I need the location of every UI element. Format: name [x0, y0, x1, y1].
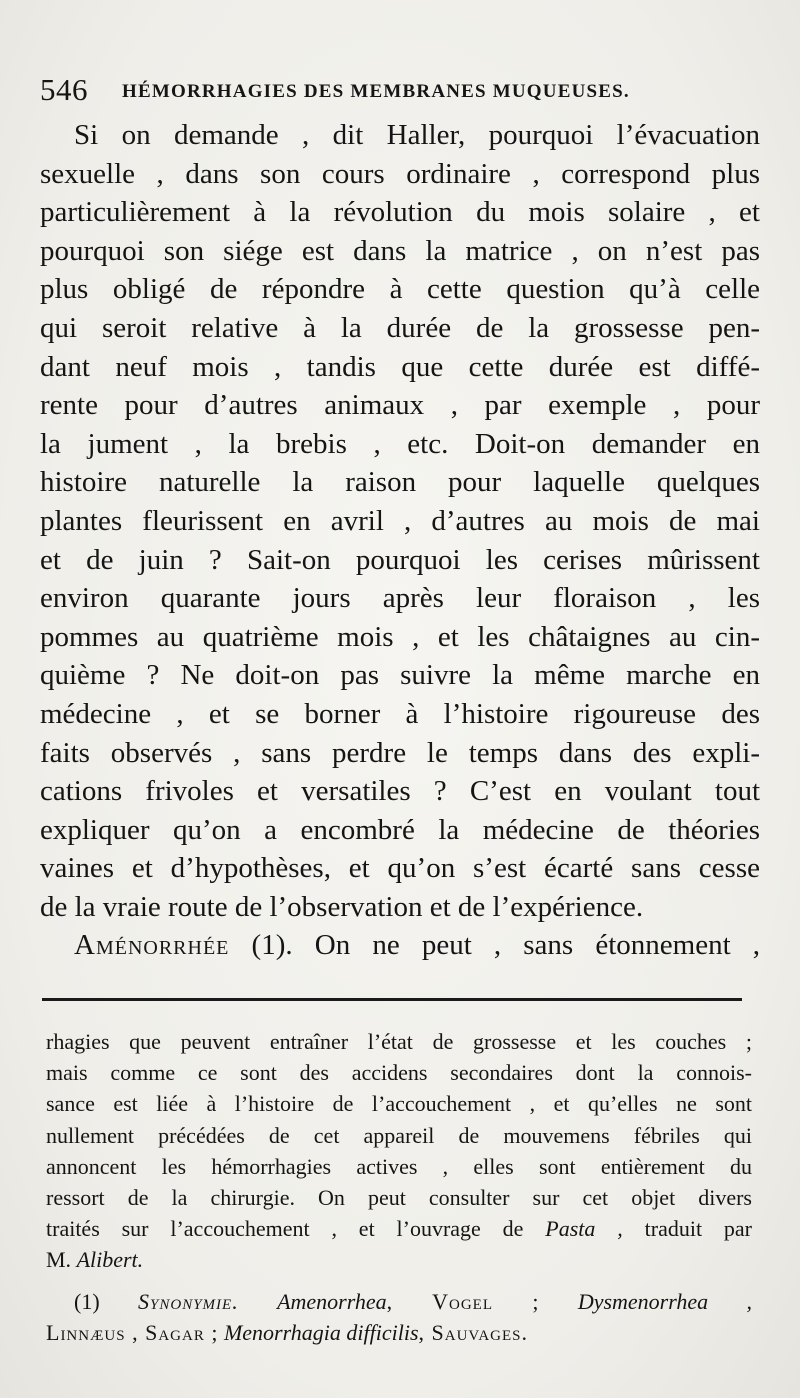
footnote-line: annoncent les hémorrhagies actives , elles sont entièrement du — [46, 1153, 752, 1179]
text-line: dant neuf mois , tandis que cette durée est diffé- — [40, 350, 760, 383]
text-line: médecine , et se borner à l’histoire rigoureuse des — [40, 697, 760, 730]
text-line: qui seroit relative à la durée de la grossesse pen- — [40, 311, 760, 344]
text-line: environ quarante jours après leur floraison , les — [40, 582, 760, 615]
footnote-line: rhagies que peuvent entraîner l’état de grossesse et les couches ; — [46, 1029, 752, 1054]
section-start-line — [40, 926, 760, 965]
text-line: rente pour d’autres animaux , par exemple , pour — [40, 389, 760, 422]
text-line: Si on demande , dit Haller, pourquoi l’évacuation — [74, 119, 760, 151]
footnote-line: nullement précédées de cet appareil de mouvemens fébriles qui — [46, 1122, 752, 1148]
text-line: plantes fleurissent en avril , d’autres au mois de mai — [40, 504, 760, 537]
footnotes — [46, 1026, 752, 1348]
footnote-line: mais comme ce sont des accidens secondaires dont la connois- — [46, 1060, 752, 1086]
text-line: histoire naturelle la raison pour laquelle quelques — [40, 466, 760, 499]
footnote-marker: (1) — [74, 1288, 100, 1314]
text-line: la jument , la brebis , etc. Doit-on demander en — [40, 427, 760, 460]
section-text: On ne peut , sans étonnement , — [314, 929, 761, 962]
footnote-line: Linnæus , Sagar ; Menorrhagia difficilis, Sauvages. — [46, 1319, 528, 1345]
text-line: particulièrement à la révolution du mois solaire , et — [40, 196, 760, 229]
text-line: plus obligé de répondre à cette question qu’à celle — [40, 273, 760, 306]
footnote-reference: (1). — [251, 929, 293, 962]
translator-name: Alibert. — [76, 1247, 144, 1273]
text-line: de la vraie route de l’observation et de l’expérience. — [40, 890, 644, 923]
text-line: quième ? Ne doit-on pas suivre la même marche en — [40, 659, 760, 692]
text-line: pommes au quatrième mois , et les châtaignes au cin- — [40, 620, 760, 653]
text-line: faits observés , sans perdre le temps dans des expli- — [40, 736, 760, 769]
running-head: HÉMORRHAGIES DES MEMBRANES MUQUEUSES. — [122, 81, 630, 102]
footnote-line: sance est liée à l’histoire de l’accouchement , et qu’elles ne sont — [46, 1091, 752, 1117]
author-name: Pasta , — [545, 1216, 623, 1242]
text-line: vaines et d’hypothèses, et qu’on s’est écarté sans cesse — [40, 852, 760, 885]
text-line: expliquer qu’on a encombré la médecine de théories — [40, 813, 760, 846]
text-line: et de juin ? Sait-on pourquoi les cerises mûrissent — [40, 543, 760, 576]
footnote-separator — [42, 998, 742, 1001]
footnote-line: traités sur l’accouchement , et l’ouvrage de Pasta , traduit par — [46, 1216, 752, 1242]
page-header — [40, 72, 760, 112]
synonymie-label: Synonymie. — [138, 1288, 239, 1314]
footnote-line: M. Alibert. — [46, 1247, 144, 1273]
section-heading: Aménorrhée — [74, 929, 230, 962]
text-line: cations frivoles et versatiles ? C’est en voulant tout — [40, 775, 760, 808]
page-number: 546 — [40, 72, 88, 107]
footnote-line: ressort de la chirurgie. On peut consulter sur cet objet divers — [46, 1184, 752, 1210]
text-line: sexuelle , dans son cours ordinaire , correspond plus — [40, 157, 760, 190]
text-line: pourquoi son siége est dans la matrice , on n’est pas — [40, 234, 760, 267]
footnote-1: (1) Synonymie. Amenorrhea, Vogel ; Dysmenorrhea , — [74, 1288, 753, 1314]
main-text — [40, 116, 760, 965]
